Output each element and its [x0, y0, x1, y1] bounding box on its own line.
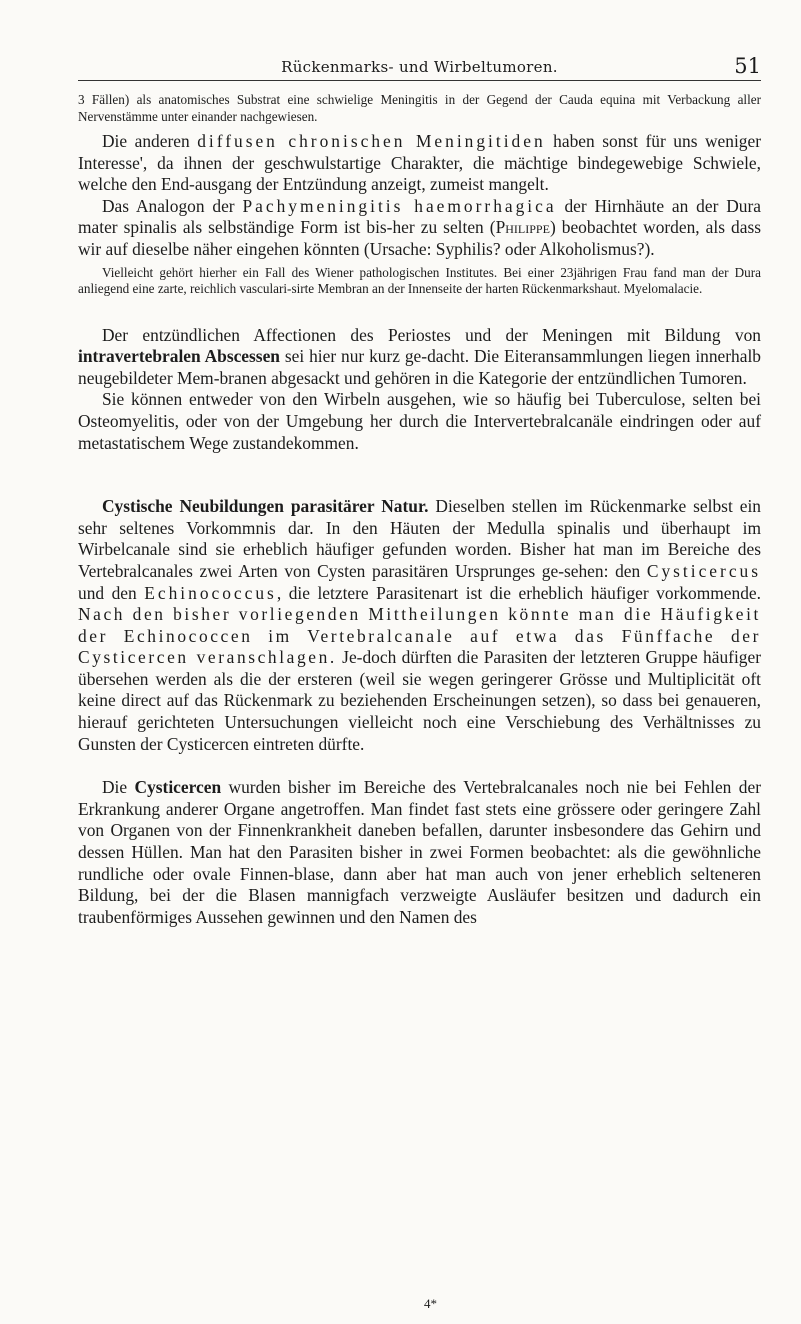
- bold-term: intravertebralen Abscessen: [78, 346, 280, 367]
- spaced-sentence: Nach den bisher vorliegenden Mittheilungen könnte man die Häufigkeit der Echinococcen im Vertebralcanale auf etwa das Fünffache der Cysticercen veranschlagen.: [78, 604, 761, 668]
- paragraph-pachymeningitis: [78, 196, 761, 261]
- paragraph-abscesses: [78, 325, 761, 390]
- signature-mark: 4*: [424, 1296, 437, 1311]
- text-run: Der entzündlichen Affectionen des Periostes und der Meningen mit Bildung von: [102, 324, 761, 345]
- text-run: Die: [102, 777, 135, 798]
- bold-term: Cysticercen: [134, 777, 222, 798]
- text-run: ) beobachtet worden, als dass wir auf dieselbe näher eingehen könnten (Ursache: Syphilis? oder Alkoholismus?).: [78, 217, 761, 259]
- text-run: wurden bisher im Bereiche des Vertebralcanales noch nie bei Fehlen der Erkrankung anderer Organe angetroffen. Man findet fast stets eine grössere oder geringere Zahl von Organen von der Finnenkrankheit daneben befallen, darunter insbesondere das Gehirn und dessen Hüllen. Man hat den Parasiten bisher in zwei Formen beobachtet: als die gewöhnliche rundliche oder ovale Finnen-blase, dann aber hat man auch von jener erheblich selteneren Bildung, bei der die Blasen mannigfach verzweigte Ausläufer besitzen und dadurch ein traubenförmiges Aussehen gewinnen und den Namen des: [78, 777, 761, 927]
- spaced-term: Pachymeningitis haemorrhagica: [242, 195, 557, 216]
- text-run: Das Analogon der: [102, 195, 243, 216]
- running-head: [78, 56, 761, 81]
- text-run: der Hirnhäute an der Dura mater spinalis als selbständige Form ist bis-her zu selten (: [78, 195, 762, 238]
- text-run: Die anderen: [102, 131, 198, 151]
- paragraph-cystic-growths: [78, 496, 761, 755]
- running-title: Rückenmarks- und Wirbeltumoren.: [281, 58, 558, 76]
- text-run: Je-doch dürften die Parasiten der letzteren Gruppe häufiger übersehen werden als die der ersteren (weil sie wegen geringerer Grösse und Multiplicität oft keine direct auf das Rückenmark zu beziehenden Erscheinungen setzen), so dass bei genaueren, hierauf gerichteten Untersuchungen vielleicht noch eine Verschiebung des Verhältnisses zu Gunsten der Cysticercen eintreten dürfte.: [78, 647, 761, 754]
- text-run: und den: [78, 582, 145, 603]
- paragraph-diffuse-meningitides: [78, 131, 761, 196]
- text-run: Dieselben stellen im Rückenmarke selbst ein sehr seltenes Vorkommnis dar. In den Häuten der Medulla spinalis und überhaupt im Wirbelcanale sind sie erheblich häufiger gefunden worden. Bisher hat man im Bereiche des Vertebralcanales zwei Arten von Cysten parasitären Ursprunges ge-sehen: den: [78, 496, 761, 581]
- spaced-term: Cysticercus: [646, 560, 761, 581]
- paragraph-cysticercen: [78, 777, 761, 928]
- text-run: sei hier nur kurz ge-dacht. Die Eiteransammlungen liegen innerhalb neugebildeter Mem-branen abgesackt und gehören in die Kategorie der entzündlichen Tumoren.: [78, 346, 761, 388]
- paragraph-note-vienna: Vielleicht gehört hierher ein Fall des Wiener pathologischen Institutes. Bei einer 23jährigen Frau fand man der Dura anliegend eine zarte, reichlich vasculari-sirte Membran an der Innenseite der harten Rückenmarkshaut. Myelomalacie.: [78, 264, 761, 297]
- paragraph-continuation: 3 Fällen) als anatomisches Substrat eine schwielige Meningitis in der Gegend der Cauda equina mit Verbackung aller Nervenstämme unter einander nachgewiesen.: [78, 92, 761, 124]
- page-number: 51: [734, 54, 761, 78]
- text-run: haben sonst für uns weniger Interesse', da ihnen der geschwulstartige Charakter, die mächtige bindegewebige Schwiele, welche den End-ausgang der Entzündung anzeigt, zumeist mangelt.: [78, 131, 761, 195]
- body-text: [78, 92, 761, 928]
- spaced-term: diffusen chronischen Meningitiden: [197, 131, 546, 151]
- text-run: , die letztere Parasitenart ist die erheblich häufiger vorkommende.: [276, 582, 761, 603]
- section-heading: Cystische Neubildungen parasitärer Natur.: [102, 496, 429, 517]
- spaced-term: Echinococcus: [144, 582, 277, 603]
- author-name: Philippe: [495, 217, 550, 238]
- paragraph-origin: Sie können entweder von den Wirbeln ausgehen, wie so häufig bei Tuberculose, selten bei Osteomyelitis, oder von der Umgebung her durch die Intervertebralcanäle eindringen oder auf metastatischem Wege zustandekommen.: [78, 389, 761, 453]
